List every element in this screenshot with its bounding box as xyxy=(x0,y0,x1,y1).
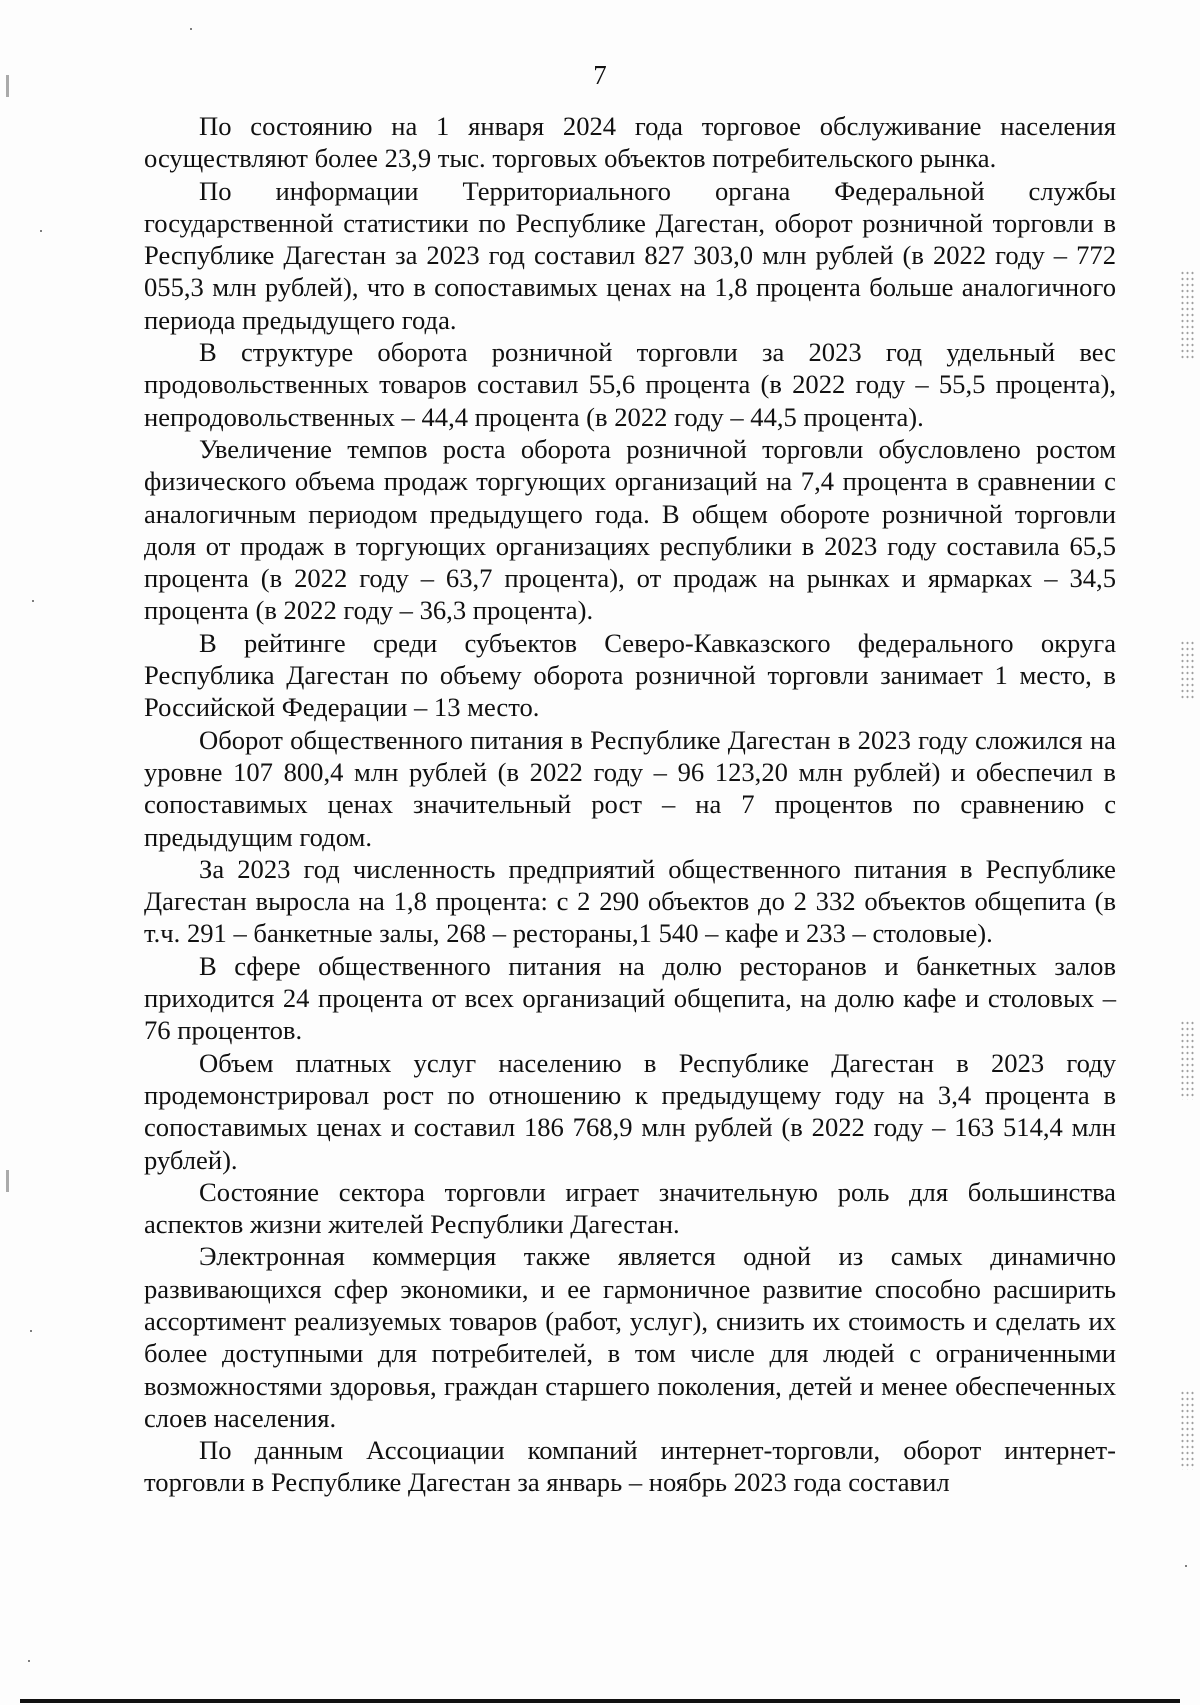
scan-edge-line xyxy=(20,1699,1180,1703)
scan-speckle xyxy=(1180,1390,1196,1470)
scan-speck xyxy=(32,600,34,602)
scan-speck xyxy=(30,1330,32,1332)
scan-speck xyxy=(1185,1565,1187,1567)
paragraph: По данным Ассоциации компаний интернет-торговли, оборот интернет-торговли в Республике Дагестан за январь – ноябрь 2023 года составил xyxy=(144,1435,1116,1498)
scan-speck xyxy=(40,230,42,232)
paragraph: Объем платных услуг населению в Республике Дагестан в 2023 году продемонстрировал рост по отношению к предыдущему году на 3,4 процента в сопоставимых ценах и составил 186 768,9 млн рублей (в 2022 году – 163 514,4 млн рублей). xyxy=(144,1047,1116,1175)
paragraph: В рейтинге среди субъектов Северо-Кавказского федерального округа Республика Дагестан по объему оборота розничной торговли занимает 1 место, в Российской Федерации – 13 место. xyxy=(144,627,1116,723)
paragraph: В структуре оборота розничной торговли за 2023 год удельный вес продовольственных товаров составил 55,6 процента (в 2022 году – 55,5 процента), непродовольственных – 44,4 процента (в 2022 году – 44,5 процента). xyxy=(144,337,1116,432)
paragraph: По состоянию на 1 января 2024 года торговое обслуживание населения осуществляют более 23,9 тыс. торговых объектов потребительского рынка. xyxy=(144,111,1116,174)
paragraph: За 2023 год численность предприятий общественного питания в Республике Дагестан выросла на 1,8 процента: с 2 290 объектов до 2 332 объектов общепита (в т.ч. 291 – банкетные залы, 268 – рестораны,1 540 – кафе и 233 – столовые). xyxy=(144,853,1116,949)
scan-speckle xyxy=(1180,640,1196,700)
paragraph: По информации Территориального органа Федеральной службы государственной статистики по Республике Дагестан, оборот розничной торговли в Республике Дагестан за 2023 год составил 827 303,0 млн рублей (в 2022 году – 772 055,3 млн рублей), что в сопоставимых ценах на 1,8 процента больше аналогичного периода предыдущего года. xyxy=(144,175,1116,335)
scan-speckle xyxy=(1180,270,1196,360)
scan-speck xyxy=(190,28,192,30)
paragraph: Оборот общественного питания в Республике Дагестан в 2023 году сложился на уровне 107 800,4 млн рублей (в 2022 году – 96 123,20 млн рублей) и обеспечил в сопоставимых ценах значительный рост – на 7 процентов по сравнению с предыдущим годом. xyxy=(144,724,1116,852)
scan-speck xyxy=(28,1660,30,1662)
scan-mark xyxy=(6,75,9,97)
scan-mark xyxy=(6,1170,9,1192)
document-body xyxy=(144,110,1116,1499)
paragraph: Электронная коммерция также является одной из самых динамично развивающихся сфер экономики, и ее гармоничное развитие способно расширить ассортимент реализуемых товаров (работ, услуг), снизить их стоимость и сделать их более доступными для потребителей, в том числе для людей с ограниченными возможностями здоровья, граждан старшего поколения, детей и менее обеспеченных слоев населения. xyxy=(144,1241,1116,1433)
scan-speckle xyxy=(1180,1020,1196,1100)
paragraph: В сфере общественного питания на долю ресторанов и банкетных залов приходится 24 процента от всех организаций общепита, на долю кафе и столовых – 76 процентов. xyxy=(144,950,1116,1046)
paragraph: Увеличение темпов роста оборота розничной торговли обусловлено ростом физического объема продаж торгующих организаций на 7,4 процента в сравнении с аналогичным периодом предыдущего года. В общем обороте розничной торговли доля от продаж в торгующих организациях республики в 2023 году составила 65,5 процента (в 2022 году – 63,7 процента), от продаж на рынках и ярмарках – 34,5 процента (в 2022 году – 36,3 процента). xyxy=(144,433,1116,626)
paragraph: Состояние сектора торговли играет значительную роль для большинства аспектов жизни жителей Республики Дагестан. xyxy=(144,1176,1116,1240)
page-number: 7 xyxy=(593,60,607,90)
